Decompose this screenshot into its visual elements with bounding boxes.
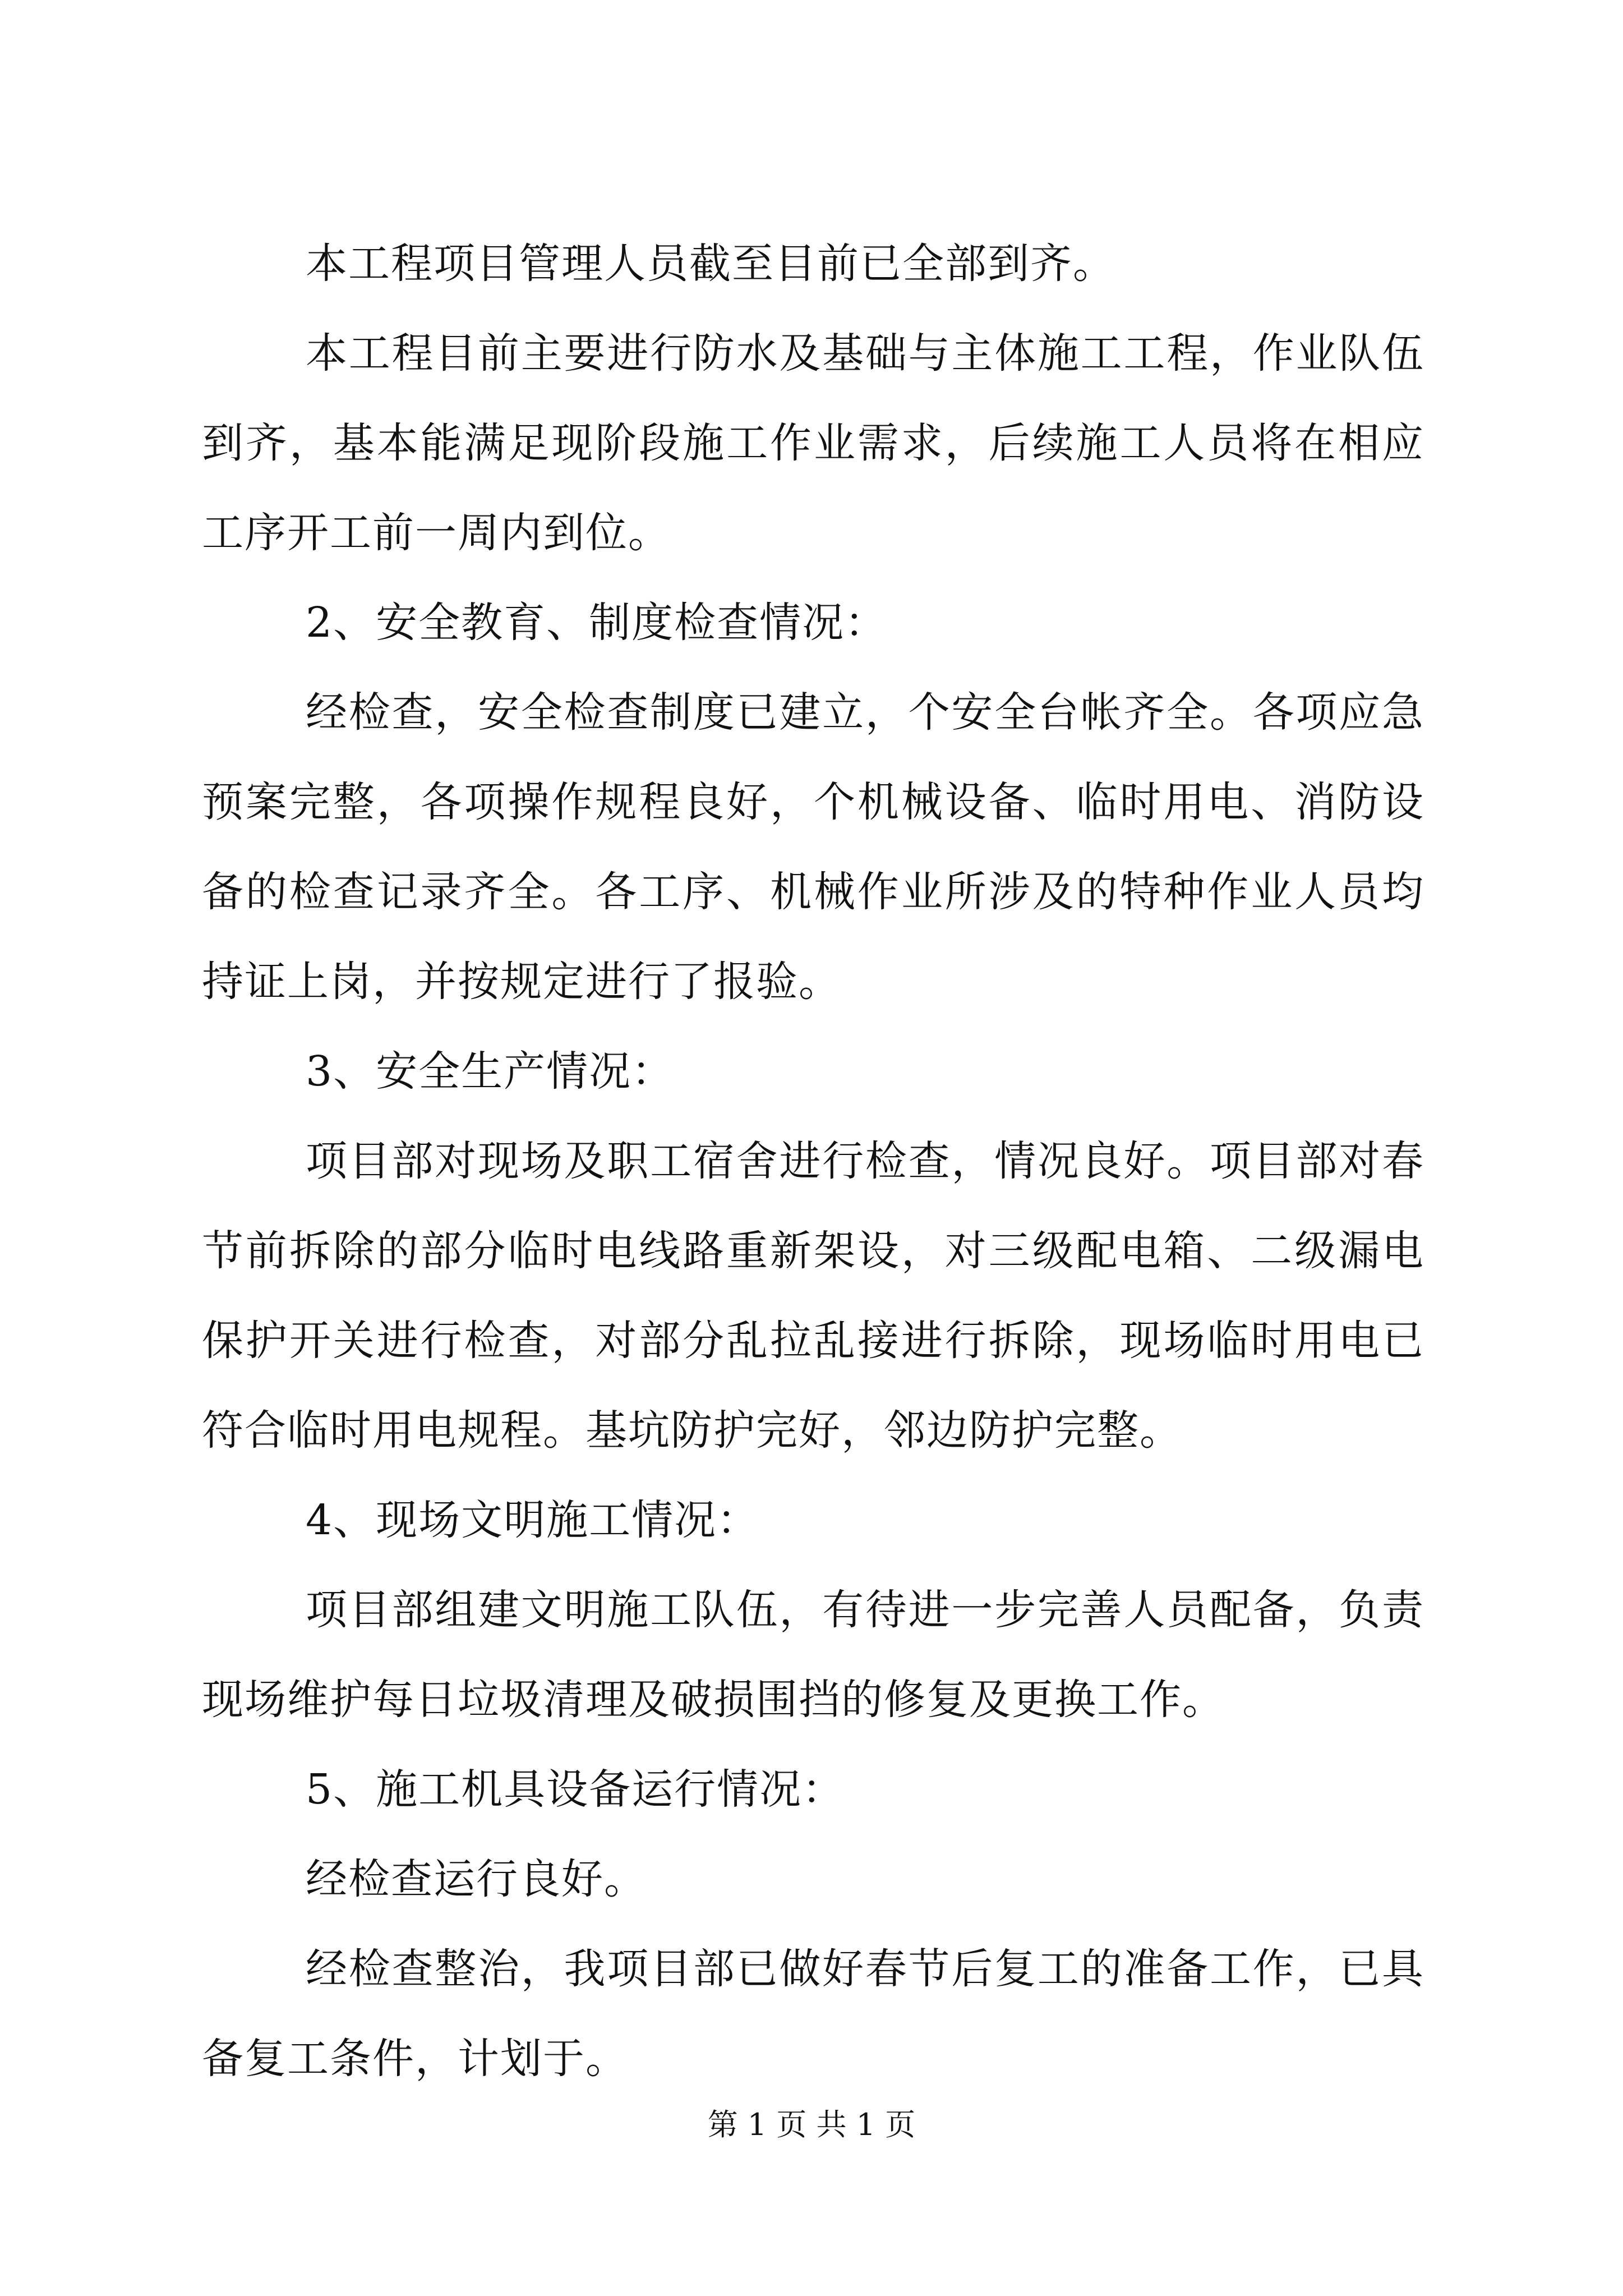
paragraph-conclusion: 经检查整治，我项目部已做好春节后复工的准备工作，已具备复工条件，计划于。 (202, 1945, 1424, 2083)
section-heading-equipment-operation: 5、施工机具设备运行情况： (306, 1765, 845, 1814)
page-footer: 第 1 页 共 1 页 (707, 2107, 916, 2142)
paragraph-safety-education: 经检查，安全检查制度已建立，个安全台帐齐全。各项应急预案完整，各项操作规程良好，个机械设备、临时用电、消防设备的检查记录齐全。各工序、机械作业所涉及的特种作业人员均持证上岗，并按规定进行了报验。 (202, 688, 1424, 1006)
paragraph-equipment-operation: 经检查运行良好。 (306, 1855, 647, 1903)
section-heading-civilized-construction: 4、现场文明施工情况： (306, 1496, 760, 1544)
paragraph-staff-arrival: 本工程项目管理人员截至目前已全部到齐。 (306, 240, 1115, 288)
paragraph-safety-production: 项目部对现场及职工宿舍进行检查，情况良好。项目部对春节前拆除的部分临时电线路重新架设，对三级配电箱、二级漏电保护开关进行检查，对部分乱拉乱接进行拆除，现场临时用电已符合临时用电规程。基坑防护完好，邻边防护完整。 (202, 1137, 1424, 1455)
section-heading-safety-production: 3、安全生产情况： (306, 1047, 675, 1096)
paragraph-construction-progress: 本工程目前主要进行防水及基础与主体施工工程，作业队伍到齐，基本能满足现阶段施工作业需求，后续施工人员将在相应工序开工前一周内到位。 (202, 329, 1424, 557)
paragraph-civilized-construction: 项目部组建文明施工队伍，有待进一步完善人员配备，负责现场维护每日垃圾清理及破损围挡的修复及更换工作。 (202, 1586, 1424, 1724)
document-body (202, 219, 1424, 2104)
section-heading-safety-education: 2、安全教育、制度检查情况： (306, 599, 888, 647)
